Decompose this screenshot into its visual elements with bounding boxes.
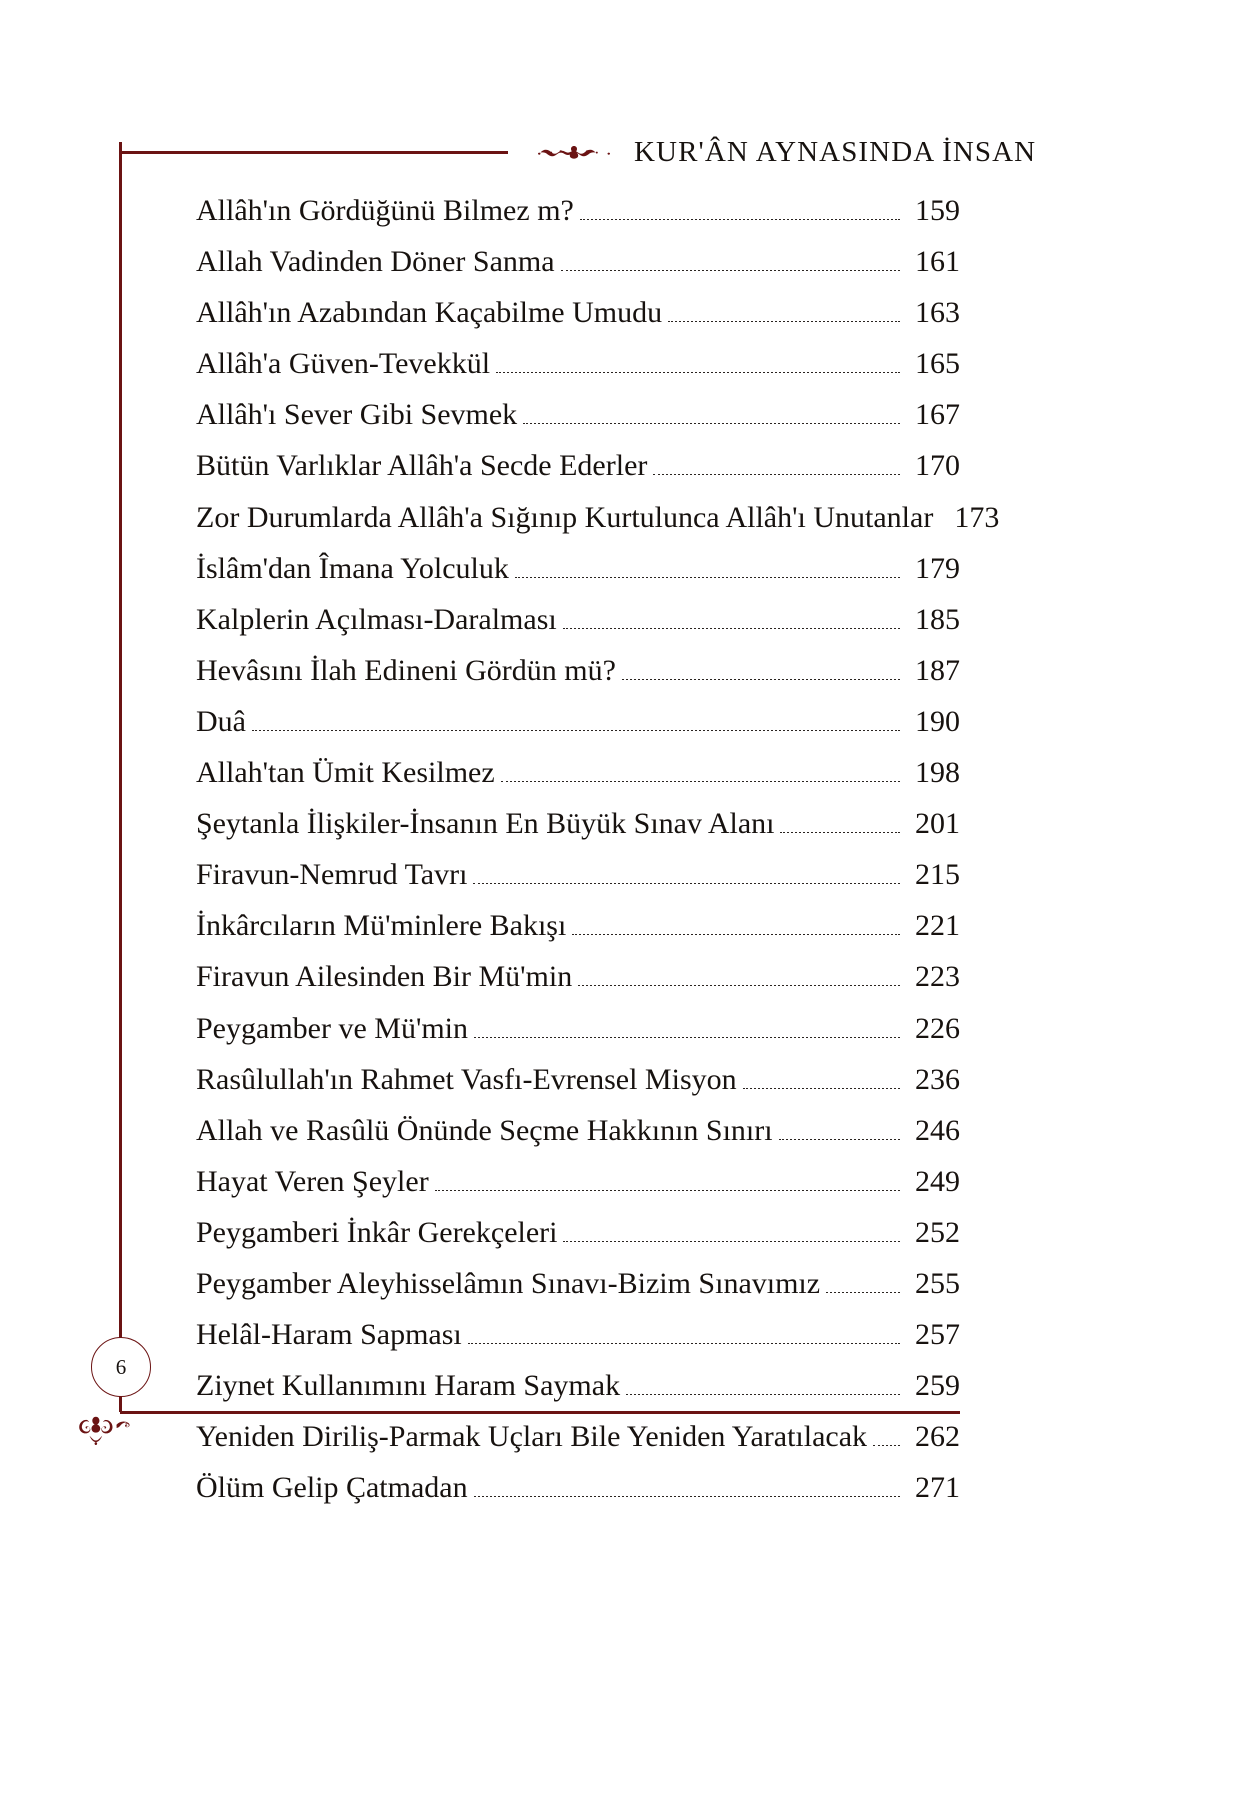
toc-entry[interactable] [196,909,960,960]
toc-entry-title: Yeniden Diriliş-Parmak Uçları Bile Yeniden Yaratılacak [196,1420,868,1454]
toc-leader-dots [873,1445,900,1446]
toc-entry-title: Rasûlullah'ın Rahmet Vasfı-Evrensel Misyon [196,1062,737,1096]
toc-entry[interactable] [196,1165,960,1216]
toc-leader-dots [474,1496,900,1497]
page-number-badge: 6 [91,1337,151,1397]
toc-entry-page: 187 [915,653,960,687]
header-rule [120,151,508,154]
toc-leader-dots [496,372,900,373]
toc-leader-dots [563,1241,900,1242]
toc-leader-dots [252,730,900,731]
page-header [120,128,1148,176]
toc-entry-page: 223 [915,960,960,994]
toc-entry-title: Hevâsını İlah Edineni Gördün mü? [196,653,616,687]
toc-entry-title: Duâ [196,704,246,738]
toc-entry-title: Helâl-Haram Sapması [196,1318,462,1352]
toc-leader-dots [523,423,900,424]
toc-leader-dots [626,1394,900,1395]
toc-entry[interactable] [196,756,960,807]
toc-entry-title: Firavun-Nemrud Tavrı [196,858,468,892]
toc-entry-page: 221 [915,909,960,943]
toc-entry[interactable] [196,1267,960,1318]
toc-entry[interactable] [196,194,960,245]
toc-entry-title: Allâh'a Güven-Tevekkül [196,347,491,381]
toc-entry[interactable] [196,347,960,398]
toc-entry-page: 246 [915,1113,960,1147]
toc-entry-title: Allâh'ın Gördüğünü Bilmez m? [196,194,574,227]
toc-entry[interactable] [196,1114,960,1165]
toc-entry-page: 236 [915,1062,960,1096]
toc-entry[interactable] [196,449,960,500]
toc-leader-dots [435,1190,900,1191]
bottom-rule [120,1411,960,1414]
toc-entry-page: 159 [915,194,960,227]
toc-leader-dots [580,219,900,220]
toc-entry[interactable] [196,1012,960,1063]
toc-entry[interactable] [196,1216,960,1267]
toc-leader-dots [474,1037,900,1038]
toc-entry-title: Allah ve Rasûlü Önünde Seçme Hakkının Sınırı [196,1113,773,1147]
toc-entry-title: Hayat Veren Şeyler [196,1164,429,1198]
toc-entry-title: Zor Durumlarda Allâh'a Sığınıp Kurtulunca Allâh'ı Unutanlar [196,500,934,534]
toc-entry[interactable] [196,552,960,603]
toc-entry-title: İslâm'dan Îmana Yolculuk [196,551,509,585]
toc-entry[interactable] [196,705,960,756]
toc-entry-page: 215 [915,858,960,892]
toc-leader-dots [515,577,900,578]
toc-entry-page: 198 [915,756,960,790]
toc-entry-page: 163 [915,296,960,330]
toc-entry-title: Allâh'ı Sever Gibi Sevmek [196,398,518,432]
toc-entry[interactable] [196,1063,960,1114]
toc-entry-title: Ölüm Gelip Çatmadan [196,1471,468,1505]
toc-entry-title: Peygamberi İnkâr Gerekçeleri [196,1215,558,1249]
toc-leader-dots [468,1343,900,1344]
corner-flourish-icon [78,1412,174,1458]
page-title: KUR'ÂN AYNASINDA İNSAN [634,135,1037,168]
toc-leader-dots [779,1139,900,1140]
toc-entry-page: 226 [915,1011,960,1045]
toc-leader-dots [780,832,900,833]
toc-entry-title: Bütün Varlıklar Allâh'a Secde Ederler [196,449,648,483]
toc-entry-page: 167 [915,398,960,432]
toc-entry-page: 165 [915,347,960,381]
toc-entry-title: Peygamber Aleyhisselâmın Sınavı-Bizim Sınavımız [196,1266,821,1300]
toc-leader-dots [501,781,900,782]
toc-leader-dots [668,321,900,322]
left-accent-rule [119,142,122,1412]
toc-entry[interactable] [196,858,960,909]
toc-entry-page: 161 [915,245,960,279]
toc-entry-title: İnkârcıların Mü'minlere Bakışı [196,909,567,943]
toc-leader-dots [572,934,900,935]
toc-leader-dots [743,1088,900,1089]
toc-leader-dots [826,1292,900,1293]
toc-entry[interactable] [196,398,960,449]
toc-entry-page: 173 [954,500,1000,534]
toc-entry[interactable] [196,960,960,1011]
toc-entry-title: Şeytanla İlişkiler-İnsanın En Büyük Sınav Alanı [196,807,775,841]
toc-entry-title: Allâh'ın Azabından Kaçabilme Umudu [196,296,663,330]
toc-entry-page: 179 [915,551,960,585]
toc-entry-page: 262 [915,1420,960,1454]
toc-entry[interactable] [196,603,960,654]
toc-leader-dots [578,985,900,986]
toc-entry-title: Ziynet Kullanımını Haram Saymak [196,1369,621,1403]
toc-entry-page: 259 [915,1369,960,1403]
toc-entry[interactable] [196,1471,960,1522]
table-of-contents [196,194,1000,1522]
toc-leader-dots [563,628,900,629]
floral-ornament-icon [538,141,610,163]
toc-entry-title: Allah'tan Ümit Kesilmez [196,756,495,790]
toc-entry-page: 257 [915,1318,960,1352]
toc-entry-page: 190 [915,704,960,738]
toc-entry[interactable] [196,500,1000,552]
toc-entry-page: 201 [915,807,960,841]
toc-leader-dots [473,883,900,884]
toc-entry-page: 170 [915,449,960,483]
toc-entry-title: Allah Vadinden Döner Sanma [196,245,555,279]
toc-entry[interactable] [196,654,960,705]
toc-leader-dots [653,474,900,475]
toc-entry[interactable] [196,296,960,347]
toc-entry[interactable] [196,245,960,296]
toc-entry-page: 249 [915,1164,960,1198]
toc-entry-title: Peygamber ve Mü'min [196,1011,469,1045]
toc-entry-page: 252 [915,1215,960,1249]
toc-entry-page: 255 [915,1266,960,1300]
toc-entry[interactable] [196,1318,960,1369]
toc-entry-page: 271 [915,1471,960,1505]
toc-leader-dots [622,679,900,680]
toc-leader-dots [561,270,900,271]
toc-entry-page: 185 [915,602,960,636]
toc-entry-title: Kalplerin Açılması-Daralması [196,602,557,636]
toc-entry[interactable] [196,1420,960,1471]
toc-entry-title: Firavun Ailesinden Bir Mü'min [196,960,573,994]
toc-entry[interactable] [196,807,960,858]
